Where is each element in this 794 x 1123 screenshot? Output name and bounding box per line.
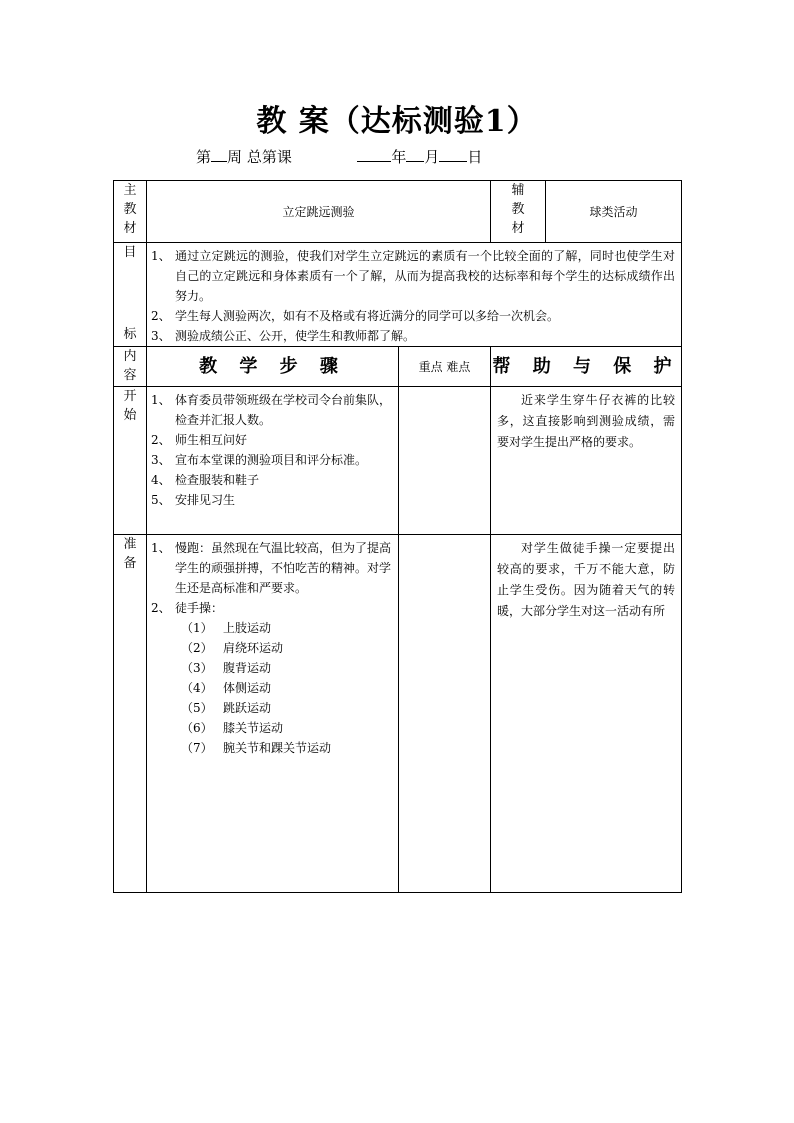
start-help [491, 387, 682, 535]
materials-row [114, 181, 682, 243]
lesson-label: 总第课 [246, 148, 292, 166]
prepare-key-points [399, 535, 491, 893]
column-header-row [114, 347, 682, 387]
day-blank [439, 147, 467, 162]
prepare-row [114, 535, 682, 893]
start-row [114, 387, 682, 535]
exercise-item: （7） 腕关节和踝关节运动 [181, 741, 332, 755]
goal-label-cell [114, 243, 147, 347]
goal-row [114, 243, 682, 347]
aux-material-label: 辅 教 材 [491, 181, 546, 243]
prepare-help [491, 535, 682, 893]
prepare-item: 2、 徒手操： [151, 601, 224, 615]
key-points-header: 重点 难点 [399, 347, 491, 387]
goal-label-bottom: 标 [123, 327, 137, 342]
prepare-label: 准 备 [114, 535, 147, 893]
start-item: 3、 宣布本堂课的测验项目和评分标准。 [151, 453, 368, 467]
month-label: 月 [424, 148, 440, 166]
goal-item: 1、 通过立定跳远的测验，使我们对学生立定跳远的素质有一个比较全面的了解，同时也使学生对自己的立定跳远和身体素质有一个了解，从而为提高我校的达标率和每个学生的达标成绩作出努力。 [151, 249, 676, 303]
prepare-item: 1、 慢跑：虽然现在气温比较高，但为了提高学生的顽强拼搏，不怕吃苦的精神。对学生还是高标准和严要求。 [151, 541, 392, 595]
start-help-text: 近来学生穿牛仔衣裤的比较多，这直接影响到测验成绩，需要对学生提出严格的要求。 [497, 393, 676, 449]
week-prefix: 第 [196, 148, 212, 166]
start-steps [147, 387, 399, 535]
year-blank [357, 147, 391, 162]
start-item: 4、 检查服装和鞋子 [151, 473, 260, 487]
aux-material-value: 球类活动 [546, 181, 682, 243]
start-item: 5、 安排见习生 [151, 493, 236, 507]
prepare-steps [147, 535, 399, 893]
start-item: 2、 师生相互问好 [151, 433, 248, 447]
steps-header: 教 学 步 骤 [147, 347, 399, 387]
month-blank [406, 147, 424, 162]
help-header: 帮 助 与 保 护 [491, 347, 682, 387]
exercise-item: （6） 膝关节运动 [181, 721, 284, 735]
exercise-item: （3） 腹背运动 [181, 661, 272, 675]
page-title: 教 案（达标测验1） [256, 104, 538, 139]
prepare-help-text: 对学生做徒手操一定要提出较高的要求，千万不能大意，防止学生受伤。因为随着天气的转暖，大部分学生对这一活动有所 [497, 541, 676, 618]
content-label: 内 容 [114, 347, 147, 387]
exercise-item: （1） 上肢运动 [181, 621, 272, 635]
date-line [196, 146, 482, 167]
week-suffix: 周 [227, 148, 243, 166]
main-material-value: 立定跳远测验 [147, 181, 491, 243]
exercise-item: （4） 体侧运动 [181, 681, 272, 695]
week-blank [211, 147, 227, 162]
main-material-label: 主 教 材 [114, 181, 147, 243]
start-label: 开 始 [114, 387, 147, 535]
goal-label-top: 目 [123, 245, 137, 260]
exercise-item: （5） 跳跃运动 [181, 701, 272, 715]
goal-item: 3、 测验成绩公正、公开，使学生和教师都了解。 [151, 329, 416, 343]
start-item: 1、 体育委员带领班级在学校司令台前集队，检查并汇报人数。 [151, 393, 392, 427]
lesson-plan-table [113, 180, 682, 893]
goal-item: 2、 学生每人测验两次，如有不及格或有将近满分的同学可以多给一次机会。 [151, 309, 560, 323]
day-label: 日 [467, 148, 483, 166]
year-label: 年 [391, 148, 407, 166]
start-key-points [399, 387, 491, 535]
goal-content [147, 243, 682, 347]
exercise-item: （2） 肩绕环运动 [181, 641, 284, 655]
